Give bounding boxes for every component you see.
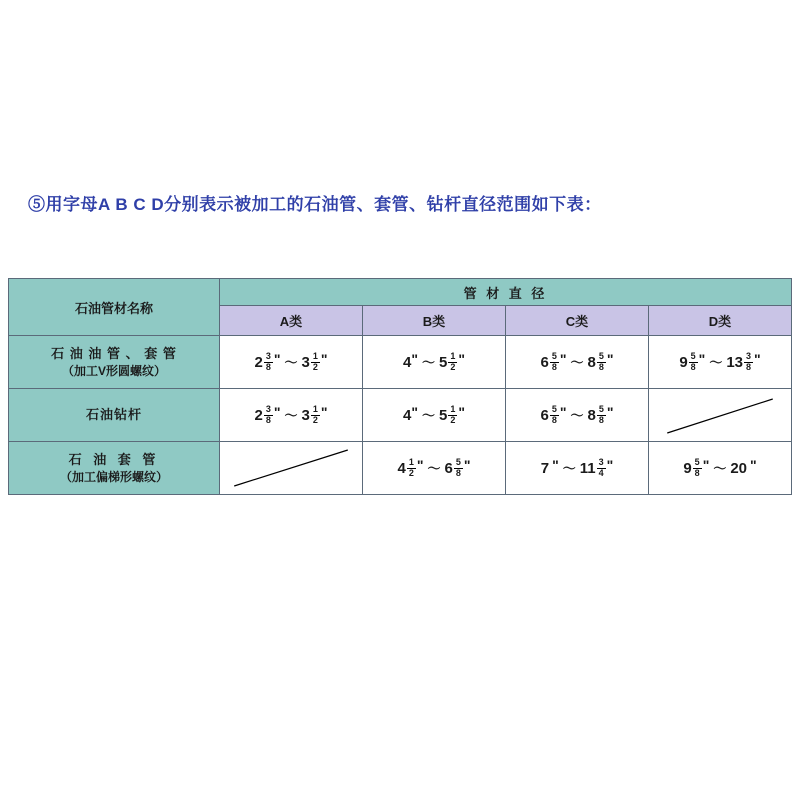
fraction: $\frac{3}{8}$ [746, 351, 752, 372]
range-tilde: ～ [570, 407, 584, 423]
column-header-b: B类 [363, 306, 506, 336]
diagonal-strike-icon [220, 442, 362, 494]
cell-r1-c0 [220, 389, 363, 442]
fraction: $\frac{3}{4}$ [598, 457, 604, 478]
corner-header-cell: 石油管材名称 [9, 279, 220, 336]
range-tilde: ～ [570, 354, 584, 370]
row-label-main: 石 油 油 管 、 套 管 [51, 346, 177, 362]
column-header-c: C类 [506, 306, 649, 336]
fraction: $\frac{5}{8}$ [694, 457, 700, 478]
cell-r2-c1 [363, 442, 506, 495]
fraction: $\frac{3}{8}$ [265, 351, 271, 372]
pipe-diameter-table [8, 278, 792, 495]
range-value: 6 $\frac{5}{8}$ " ～ 8 $\frac{5}{8}$ " [540, 351, 614, 372]
cell-r1-c3-empty-diagonal [649, 389, 792, 442]
row-label-drill-pipe [9, 389, 220, 442]
cell-r0-c0 [220, 336, 363, 389]
range-tilde: ～ [562, 460, 576, 476]
range-value: 4" ～ 5 $\frac{1}{2}$ " [403, 351, 465, 372]
row-label-sub: （加工V形圆螺纹） [61, 363, 166, 378]
range-value: 9 $\frac{5}{8}$ " ～ 13 $\frac{3}{8}$ " [679, 351, 761, 372]
range-tilde: ～ [284, 354, 298, 370]
row-label-tubing-casing [9, 336, 220, 389]
range-value: 6 $\frac{5}{8}$ " ～ 8 $\frac{5}{8}$ " [540, 404, 614, 425]
cell-r2-c0-empty-diagonal [220, 442, 363, 495]
table-row [9, 442, 792, 495]
cell-r1-c2 [506, 389, 649, 442]
range-value: 7 " ～ 11 $\frac{3}{4}$ " [540, 457, 614, 478]
fraction: $\frac{1}{2}$ [450, 351, 456, 372]
range-tilde: ～ [709, 354, 723, 370]
table-row [9, 336, 792, 389]
column-header-a: A类 [220, 306, 363, 336]
pipe-diameter-table-container [8, 278, 792, 495]
diagonal-strike-icon [649, 389, 791, 441]
cell-r2-c3 [649, 442, 792, 495]
row-label-sub: （加工偏梯形螺纹） [59, 469, 168, 484]
row-label-main: 石 油 套 管 [68, 452, 160, 468]
fraction: $\frac{5}{8}$ [598, 351, 604, 372]
table-header-row [9, 279, 792, 306]
cell-r1-c1 [363, 389, 506, 442]
fraction: $\frac{1}{2}$ [312, 351, 318, 372]
cell-r0-c3 [649, 336, 792, 389]
cell-r2-c2 [506, 442, 649, 495]
fraction: $\frac{1}{2}$ [408, 457, 414, 478]
fraction: $\frac{1}{2}$ [450, 404, 456, 425]
page-title: ⑤用字母A B C D分别表示被加工的石油管、套管、钻杆直径范围如下表： [28, 195, 602, 214]
range-value: 4" ～ 5 $\frac{1}{2}$ " [403, 404, 465, 425]
fraction: $\frac{3}{8}$ [265, 404, 271, 425]
range-tilde: ～ [421, 407, 435, 423]
group-header-cell: 管 材 直 径 [220, 279, 792, 306]
column-header-d: D类 [649, 306, 792, 336]
fraction: $\frac{5}{8}$ [598, 404, 604, 425]
table-row [9, 389, 792, 442]
fraction: $\frac{5}{8}$ [551, 351, 557, 372]
row-label-casing [9, 442, 220, 495]
range-tilde: ～ [427, 460, 441, 476]
range-tilde: ～ [284, 407, 298, 423]
fraction: $\frac{5}{8}$ [455, 457, 461, 478]
fraction: $\frac{5}{8}$ [690, 351, 696, 372]
cell-r0-c1 [363, 336, 506, 389]
range-value: 9 $\frac{5}{8}$ " ～ 20 " [683, 457, 757, 478]
row-label-main: 石油钻杆 [85, 407, 142, 423]
fraction: $\frac{1}{2}$ [312, 404, 318, 425]
range-value: 2 $\frac{3}{8}$ " ～ 3 $\frac{1}{2}$ " [254, 351, 328, 372]
cell-r0-c2 [506, 336, 649, 389]
range-value: 4 $\frac{1}{2}$ " ～ 6 $\frac{5}{8}$ " [397, 457, 471, 478]
fraction: $\frac{5}{8}$ [551, 404, 557, 425]
range-tilde: ～ [713, 460, 727, 476]
range-value: 2 $\frac{3}{8}$ " ～ 3 $\frac{1}{2}$ " [254, 404, 328, 425]
range-tilde: ～ [421, 354, 435, 370]
